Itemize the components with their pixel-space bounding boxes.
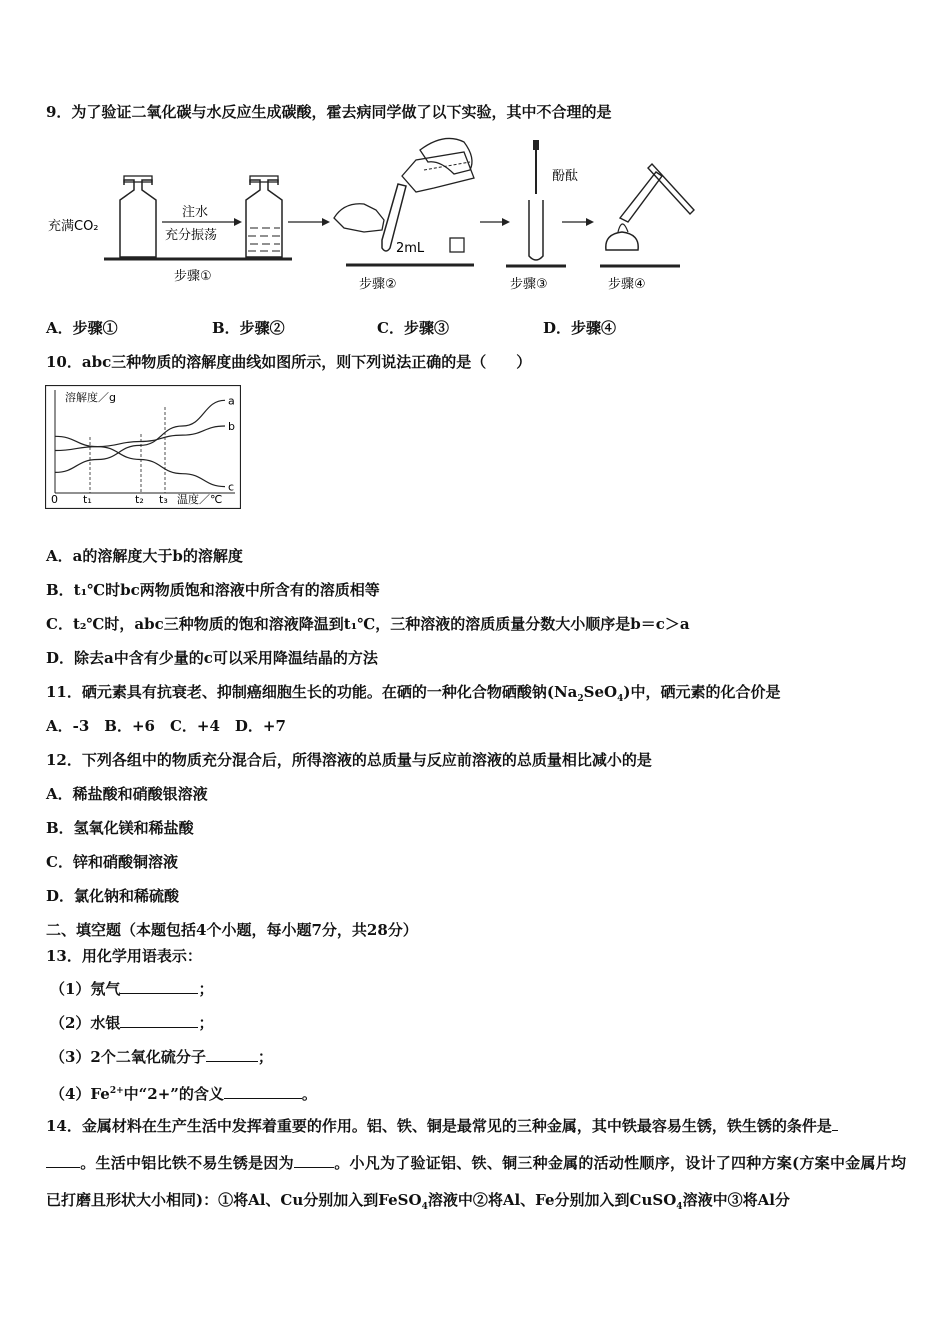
inject-label: 注水 bbox=[182, 205, 209, 220]
x-axis-label: 温度／℃ bbox=[177, 493, 223, 506]
blank-4 bbox=[224, 1084, 302, 1099]
solubility-chart bbox=[45, 385, 241, 509]
y-axis-label: 溶解度／g bbox=[65, 391, 116, 404]
section-2-heading: 二、填空题（本题包括4个小题，每小题7分，共28分） bbox=[46, 921, 418, 939]
co2-label: 充满CO₂ bbox=[48, 219, 99, 234]
q12-option-d: D．氯化钠和稀硫酸 bbox=[46, 887, 180, 905]
q10-option-a: A．a的溶解度大于b的溶解度 bbox=[46, 547, 243, 565]
step1-label: 步骤① bbox=[174, 269, 212, 284]
tick-label-0: 0 bbox=[51, 493, 58, 506]
step4-label: 步骤④ bbox=[608, 277, 646, 292]
q12-option-a: A．稀盐酸和硝酸银溶液 bbox=[46, 785, 208, 803]
arrow-4-head bbox=[586, 218, 594, 226]
blank-1 bbox=[120, 979, 198, 994]
hand-right bbox=[420, 138, 472, 174]
tick-label-t2: t₂ bbox=[135, 493, 144, 506]
arrow-3-head bbox=[502, 218, 510, 226]
step2-label: 步骤② bbox=[359, 277, 397, 292]
volume-label: 2mL bbox=[396, 241, 425, 256]
q10-stem: 10．abc三种物质的溶解度曲线如图所示，则下列说法正确的是（ ） bbox=[46, 353, 532, 371]
blank-2 bbox=[120, 1013, 198, 1028]
dropper-bulb bbox=[533, 140, 539, 150]
bottle-1 bbox=[120, 180, 156, 257]
shake-label: 充分振荡 bbox=[165, 228, 218, 243]
blank-3 bbox=[206, 1047, 258, 1062]
reagent-liquid bbox=[424, 162, 470, 170]
q10-option-c: C．t₂℃时，abc三种物质的饱和溶液降温到t₁℃，三种溶液的溶质质量分数大小顺序是b＝c＞a bbox=[46, 615, 690, 633]
q13-stem: 13．用化学用语表示： bbox=[46, 947, 202, 965]
curve-c-label: c bbox=[228, 480, 235, 494]
q13-item-1: （1）氖气 ； bbox=[50, 980, 214, 998]
tick-label-t3: t₃ bbox=[159, 493, 168, 506]
q9-option-c: C．步骤③ bbox=[377, 319, 449, 337]
q11-options: A．-3 B．+6 C．+4 D．+7 bbox=[46, 717, 286, 735]
test-tube-3 bbox=[529, 200, 543, 260]
q13-item-3: （3）2个二氧化硫分子 ； bbox=[50, 1048, 273, 1066]
curve-b-label: b bbox=[228, 420, 235, 433]
blank-6 bbox=[294, 1153, 334, 1168]
test-tube-4 bbox=[620, 172, 662, 222]
q12-option-c: C．锌和硝酸铜溶液 bbox=[46, 853, 178, 871]
alcohol-lamp bbox=[606, 232, 638, 250]
q13-item-2: （2）水银 ； bbox=[50, 1014, 214, 1032]
arrow-2-head bbox=[322, 218, 330, 226]
q9-option-b: B．步骤② bbox=[212, 319, 285, 337]
bottle-cap bbox=[450, 238, 464, 252]
q9-option-d: D．步骤④ bbox=[543, 319, 617, 337]
step3-label: 步骤③ bbox=[510, 277, 548, 292]
q9-stem: 9．为了验证二氧化碳与水反应生成碳酸，霍去病同学做了以下实验，其中不合理的是 bbox=[46, 103, 612, 121]
q10-option-d: D．除去a中含有少量的c可以采用降温结晶的方法 bbox=[46, 649, 378, 667]
tick-label-t1: t₁ bbox=[83, 493, 92, 506]
q14-paragraph: 14．金属材料在生产生活中发挥着重要的作用。铝、铁、铜是最常见的三种金属，其中铁最容易生锈，铁生锈的条件是 。生活中铝比铁不易生锈是因为 。小凡为了验证铝、铁、铜三种金属的活动性顺序，设计了四种方案(方案中金属片均已打磨且形状大小相同)：①将Al、Cu分别加入到FeSO$_4$溶液中②将Al、Fe分别加入到CuSO$_4$溶液中③将Al分 bbox=[46, 1117, 906, 1212]
q12-stem: 12．下列各组中的物质充分混合后，所得溶液的总质量与反应前溶液的总质量相比减小的是 bbox=[46, 751, 652, 769]
tube-holder bbox=[648, 164, 694, 214]
hand-left bbox=[334, 204, 384, 232]
blank-5b bbox=[46, 1153, 80, 1168]
bottle-2-stopper bbox=[250, 176, 278, 182]
q12-option-b: B．氢氧化镁和稀盐酸 bbox=[46, 819, 194, 837]
q10-option-b: B．t₁℃时bc两物质饱和溶液中所含有的溶质相等 bbox=[46, 581, 380, 599]
q11-stem: 11．硒元素具有抗衰老、抑制癌细胞生长的功能。在硒的一种化合物硒酸钠$(Na_2SeO_4)$中，硒元素的化合价是 bbox=[46, 683, 781, 704]
q9-option-a: A．步骤① bbox=[46, 319, 118, 337]
bottle-2 bbox=[246, 180, 282, 257]
bottle-2-water bbox=[248, 228, 280, 251]
q9-experiment-figure bbox=[44, 130, 724, 300]
flame bbox=[618, 224, 628, 232]
arrow-1-head bbox=[234, 218, 242, 226]
curve-a-label: a bbox=[228, 394, 235, 408]
blank-5a bbox=[832, 1116, 838, 1131]
bottle-1-stopper bbox=[124, 176, 152, 182]
phenol-label: 酚酞 bbox=[552, 169, 579, 184]
q13-item-4: $(4)Fe^{2+}$中“2+”的含义 。 bbox=[50, 1085, 317, 1103]
